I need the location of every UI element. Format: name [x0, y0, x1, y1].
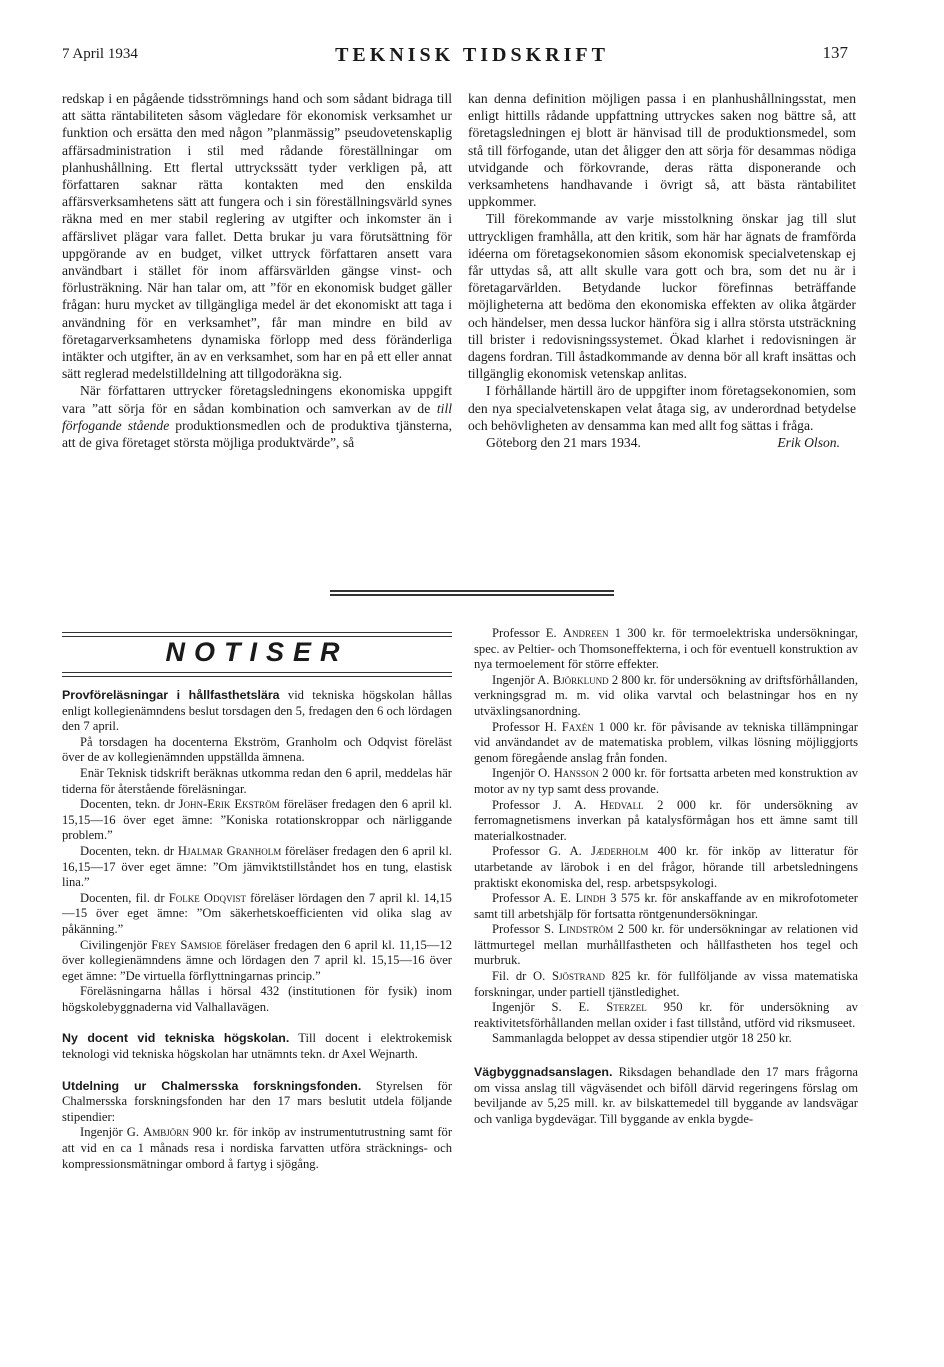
notice-paragraph: [62, 1031, 452, 1062]
person-name: Sjöstrand: [552, 969, 606, 984]
notice-text: Docenten, fil. dr: [80, 890, 165, 905]
place-date: Göteborg den 21 mars 1934.: [486, 435, 641, 451]
article-right-column: [468, 90, 856, 451]
lecture-item: [62, 844, 452, 891]
notice-text: Professor E.: [492, 626, 557, 640]
notice-text: Fil. dr O.: [492, 969, 546, 984]
person-name: Hjalmar Granholm: [177, 843, 282, 858]
grant-total: Sammanlagda beloppet av dessa stipendier utgör 18 250 kr.: [492, 1031, 792, 1046]
person-name: Frey Samsioe: [151, 937, 222, 952]
notice-text: 1 300 kr. för termoelektriska undersökningar, spec. av Peltier- och Thomsoneffekterna, i och för eventuell konstruktion av nya termoelement för större effekter.: [474, 626, 859, 672]
notice-text: Riksdagen behandlade den 17 mars frågorna om vissa anslag till vägväsendet och bifôll därvid regeringens förslag om beviljande av 5,25 mill. kr. av bilskattemedel till byggande av landsvägar och vanliga bygdevägar. Till byggande av enkla bygde-: [474, 1065, 858, 1126]
article-paragraph: [62, 382, 452, 451]
person-name: Folke Odqvist: [168, 890, 246, 905]
article-paragraph: Till förekommande av varje misstolkning önskar jag till slut uttryckligen framhålla, att den kritik, som här har ägnats de framförda idéerna om företagsekonomien såsom ekonomisk specialvetenskap ej får uttydas så, att allt skulle vara gott och bra, som det nu är i företagarvärlden. Betydande luckor förefinnas beträffande möjligheterna att bedöma den ekonomiska effekten av olika åtgärder och händelser, men dessa luckor hänföra sig i allra största utsträckning till brister i redovisningssystemet. Ökad klarhet i redovisningen är dagens fordran. Till åstadkommande av denna bör all kraft insättas och tillgänglig ekonomisk vetenskap anlitas.: [468, 211, 856, 382]
page-number: 137: [822, 43, 848, 62]
person-name: John-Erik Ekström: [178, 797, 280, 812]
notice-paragraph: [474, 1065, 858, 1127]
person-name: Björklund: [552, 672, 609, 687]
notices-right-column: [474, 626, 858, 1127]
italic-phrase: till förfogande stående: [62, 400, 452, 433]
notice-text: Till docent i elektrokemisk teknologi vid tekniska högskolan har utnämnts tekn. dr Axel Wejnarth.: [62, 1031, 452, 1062]
person-name: Faxén: [561, 719, 594, 734]
author-signature: Erik Olson.: [777, 435, 840, 451]
grant-item: [62, 1125, 452, 1172]
grant-item: [474, 891, 858, 922]
notice-text: 950 kr. för undersökning av reaktivitetsförhållanden mellan oxider i fast tillstånd, utförd vid riksmuseet.: [474, 1000, 858, 1030]
grant-item: [474, 766, 858, 797]
notice-heading: Ny docent vid tekniska högskolan.: [62, 1031, 290, 1046]
lecture-item: [62, 891, 452, 938]
notice-text: 400 kr. för inköp av litteratur för utarbetande av lärobok i en del frågor, hörande till arbetsledningens praktiskt ekonomiska del, resp. arbetspsykologi.: [474, 844, 858, 890]
article-paragraph: redskap i en pågående tidsströmnings hand och som sådant bidraga till att sätta räntabiliteten såsom vägledare för ekonomisk verksamhet ur funktion och ersätta den med någon ”planmässig” pseudovetenskaplig affärsadministration i stil med rådande föreställningar om planhushållning. Ett flertal uttryckssätt tyder verkligen på, att författaren saknar rätta kontakten med den enskilda affärsverksamhetens sätt att fungera och i sin föreställningsvärld synes räkna med en mer stabil reglering av utgifter och inkomster än i affärslivet plägar vara fallet. Detta brukar ju vara förutsättning för uppgörande av en budget, vilket uttryck författaren ansett vara användbart i stället för inom affärsvärlden gängse vinst- och förlusträkning. När han talar om, att ”för en ekonomisk budget gäller frågan: huru mycket av tillgängliga medel är det ekonomiskt att taga i användning för en verksamhet”, får man mindre en bild av företagarverksamhetens dynamiska förlopp med dess föränderliga intäkter och utgifter, än av en verksamhet, som har en på ett eller annat sätt reglerad medelstilldelning att tillgodoräkna sig.: [62, 91, 452, 382]
person-name: Hansson: [553, 766, 599, 781]
grant-item: [474, 1000, 858, 1031]
lecture-item: [62, 797, 452, 844]
article-left-column: [62, 90, 452, 451]
divider: [62, 672, 452, 673]
notice-text: Professor G. A.: [492, 844, 582, 859]
notice-text: Ingenjör S. E.: [492, 1000, 590, 1015]
person-name: Jæderholm: [591, 844, 649, 859]
notice-text: 2 000 kr. för undersökning av ferromagnetismens inverkan på katalysförmågan hos ett ämne samt till materialkostnader.: [474, 797, 858, 843]
article-end-rule: [330, 590, 614, 592]
notice-text: Ingenjör O.: [492, 766, 551, 781]
notice-text: 1 000 kr. för påvisande av tekniska tillämpningar vid användandet av de matematiska problem, vilkas lösning möjliggjorts genom föregående anslag från fonden.: [474, 719, 859, 765]
person-name: Ambjörn: [143, 1125, 189, 1140]
notice-paragraph: [62, 688, 452, 735]
article-text: När författaren uttrycker företagsledningens ekonomiska uppgift vara ”att sörja för en sådan kombination och samverkan av de: [62, 383, 452, 416]
notice-text: Civilingenjör: [80, 937, 148, 952]
notice-text: föreläser fredagen den 6 april kl. 15,15—16 över eget ämne: ”Koniska rotationskroppar och närliggande problem.”: [62, 797, 452, 843]
notices-left-column: [62, 688, 452, 1172]
notice-paragraph: Föreläsningarna hållas i hörsal 432 (institutionen för fysik) inom högskolebyggnaderna vid Valhallavägen.: [62, 984, 452, 1014]
grant-item: [474, 798, 858, 845]
notice-text: vid tekniska högskolan hållas enligt kollegienämndens beslut torsdagen den 5, fredagen den 6 och lördagen den 7 april.: [62, 688, 452, 734]
notice-text: Styrelsen för Chalmersska forskningsfonden har den 17 mars beslutit utdela följande stipendier:: [62, 1078, 453, 1124]
grant-item: [474, 969, 858, 1000]
notice-text: Professor J. A.: [492, 797, 587, 812]
notice-heading: Provföreläsningar i hållfasthetslära: [62, 688, 280, 702]
notice-heading: Utdelning ur Chalmersska forskningsfonden.: [62, 1078, 362, 1093]
notice-heading: Vägbyggnadsanslagen.: [474, 1065, 613, 1080]
divider: [62, 632, 452, 633]
divider: [62, 676, 452, 677]
signature-line: [468, 434, 856, 451]
notice-paragraph: På torsdagen ha docenterna Ekström, Granholm och Odqvist föreläst över de av kollegienämnden uppställda ämnena.: [62, 734, 452, 765]
notice-text: Docenten, tekn. dr: [80, 843, 175, 858]
article-paragraph: I förhållande härtill äro de uppgifter inom företagsekonomien, som den nya specialvetenskapen velat åtaga sig, av underordnad betydelse och behövligheten av densamma kan med allt fog sättas i fråga.: [468, 383, 856, 433]
notice-text: 2 800 kr. för undersökning av driftsförhållanden, verkningsgrad m. m. vid olika varvtal och belastningar hos en ny utväxlingsanordning.: [474, 672, 858, 718]
person-name: Sterzel: [606, 1000, 647, 1015]
notice-text: 2 500 kr. för undersökningar av relationen vid lättmurtegel mellan murhållfastheten och hållfastheten hos tegel och murbruk.: [474, 922, 858, 968]
notice-text: Professor A. E.: [492, 891, 571, 906]
grant-item: [474, 626, 858, 673]
section-title: NOTISER: [165, 637, 349, 667]
person-name: Hedvall: [599, 797, 644, 812]
notice-text: föreläser fredagen den 6 april kl. 11,15—12 över kollegienämndens ämne och lördagen den 7 april kl. 15,15—16 över eget ämne: ”De virtuella förflyttningarnas princip.”: [62, 937, 452, 983]
grant-item: [474, 720, 858, 767]
grant-item: [474, 844, 858, 891]
issue-date: 7 April 1934: [62, 46, 138, 62]
notice-text: 2 000 kr. för fortsatta arbeten med konstruktion av motor av ny typ samt dess provande.: [474, 766, 858, 796]
notice-text: föreläser lördagen den 7 april kl. 14,15—15 över eget ämne: ”Om säkerhetskoefficienten vid olika slag av påkänning.”: [62, 890, 452, 936]
person-name: Lindh: [575, 891, 606, 906]
article-paragraph: kan denna definition möjligen passa i en planhushållningsstat, men enligt hittills rådande uppfattning uttryckes saken nog bättre så, att företagsledningen ej blott är hänvisad till de produktionsmedel, som stå till förfogande, utan det åligger den att sörja för desammas nödiga utvidgande och förkovrande, deras rätta disponerande och verksamhetens handhavande i övrigt så, att bästa räntabilitet uppkommer.: [468, 91, 856, 210]
notice-text: föreläser fredagen den 6 april kl. 16,15—17 över eget ämne: ”Om jämviktstillståndet hos en tung, elastisk lina.”: [62, 843, 452, 890]
article-end-rule: [330, 594, 614, 596]
notice-text: 900 kr. för inköp av instrumentutrustning samt för att vid en ca 1 månads resa i nordiska farvatten utföra sträcknings- och kompressionsmätningar ombord å fartyg i sjögång.: [62, 1125, 453, 1171]
notice-text: Ingenjör G.: [80, 1125, 140, 1140]
notice-text: Professor S.: [492, 922, 555, 937]
journal-title: TEKNISK TIDSKRIFT: [335, 44, 609, 66]
person-name: Lindström: [558, 922, 614, 937]
notice-text: Professor H.: [492, 719, 557, 734]
notice-text: Ingenjör A.: [492, 672, 550, 687]
notice-text: Docenten, tekn. dr: [80, 797, 175, 812]
notice-paragraph: [62, 1079, 452, 1126]
grant-item: [474, 673, 858, 720]
notice-paragraph: Enär Teknisk tidskrift beräknas utkomma redan den 6 april, meddelas här tiderna för återstående föreläsningar.: [62, 765, 452, 796]
person-name: Andreen: [562, 626, 609, 640]
notice-text: 3 575 kr. för anskaffande av en mikrofotometer samt till arbetshjälp för fortsatta röntgenundersökningar.: [474, 891, 858, 921]
notice-text: 825 kr. för fullföljande av vissa matematiska forskningar, under partiell tjänstledighet.: [474, 969, 859, 999]
grant-item: [474, 922, 858, 969]
lecture-item: [62, 938, 452, 985]
notiser-banner: [62, 632, 452, 678]
article-text: produktionsmedlen och de produktiva tjänsterna, att de giva företaget största möjliga produktvärde”, så: [62, 417, 452, 451]
